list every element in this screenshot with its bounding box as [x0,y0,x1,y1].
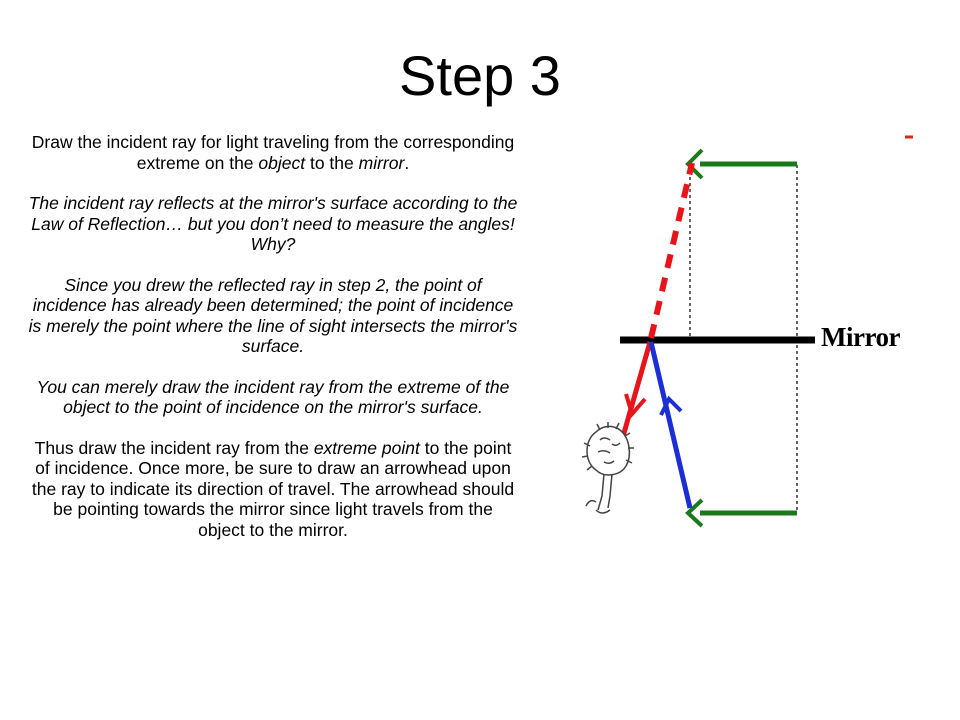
observer-eye-icon [582,422,634,513]
paragraph-2-text: The incident ray reflects at the mirror's surface according to the Law of Reflection… but you don’t need to measure the angles! Why? [28,193,518,254]
paragraph-1-mirror-term: mirror [358,152,405,173]
mirror-label: Mirror [821,322,900,352]
paragraph-arrowhead-instruction [28,438,518,541]
paragraph-law-of-reflection [28,193,518,255]
paragraph-5-text-c: to the point of incidence. Once more, be sure to draw an arrowhead upon the ray to indicate its direction of travel. The arrowhead should be pointing towards the mirror since light travels from the object to the mirror. [31,437,515,540]
paragraph-incident-ray-intro [28,132,518,173]
paragraph-1-text-e: . [404,152,410,173]
paragraph-1-text-c: to the [305,152,359,173]
paragraph-1-text-a: Draw the incident ray for light traveling from the corresponding extreme on the [31,132,515,173]
virtual-ray-dashed [651,163,692,338]
reflected-ray [622,342,650,440]
slide-title: Step 3 [399,44,561,107]
paragraph-3-text: Since you drew the reflected ray in step 2, the point of incidence has already been determined; the point of incidence is merely the point where the line of sight intersects the mirror's surface. [28,274,518,356]
paragraph-point-of-incidence [28,275,518,357]
paragraph-draw-incident-ray [28,377,518,418]
paragraph-4-text: You can merely draw the incident ray from the extreme of the object to the point of incidence on the mirror's surface. [36,376,510,417]
incident-ray [651,342,690,508]
paragraph-5-text-a: Thus draw the incident ray from the [34,437,314,458]
slide-body-text [28,132,518,560]
paragraph-1-object-term: object [258,152,306,173]
paragraph-5-extreme-point-term: extreme point [313,437,420,458]
